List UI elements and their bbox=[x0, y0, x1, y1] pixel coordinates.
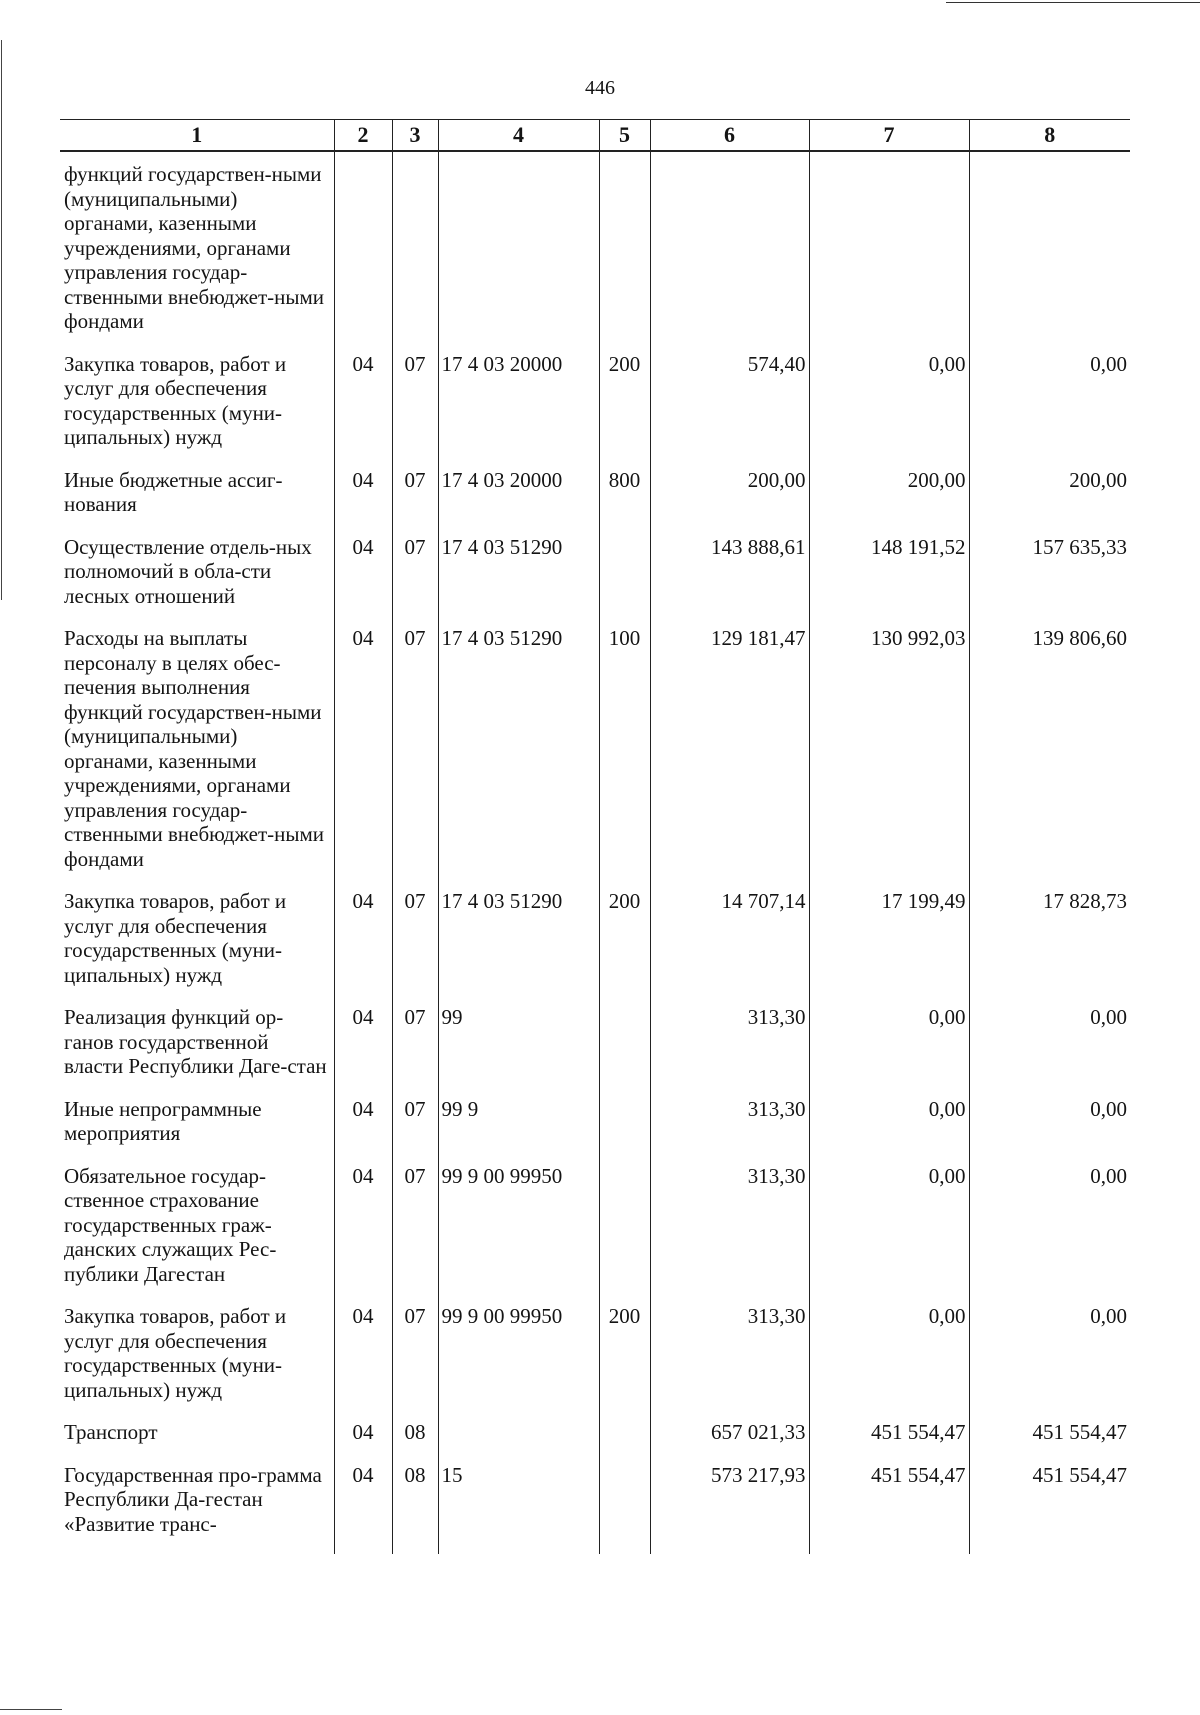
expense-type-cell: 200 bbox=[599, 889, 650, 1005]
amount-year3-cell: 451 554,47 bbox=[969, 1420, 1130, 1463]
target-article-cell: 17 4 03 20000 bbox=[438, 352, 599, 468]
column-header-3: 3 bbox=[392, 120, 438, 152]
amount-year2-cell: 451 554,47 bbox=[809, 1420, 969, 1463]
section-code-cell: 04 bbox=[334, 535, 392, 627]
column-header-5: 5 bbox=[599, 120, 650, 152]
section-code-cell: 04 bbox=[334, 626, 392, 889]
amount-year1-cell: 574,40 bbox=[650, 352, 809, 468]
table-header-row bbox=[60, 120, 1130, 152]
table-row bbox=[60, 352, 1130, 468]
row-description-cell: Закупка товаров, работ и услуг для обеспечения государственных (муни-ципальных) нужд bbox=[64, 1304, 287, 1402]
amount-year2-cell: 0,00 bbox=[809, 1304, 969, 1420]
table-row bbox=[60, 535, 1130, 627]
table-row bbox=[60, 1164, 1130, 1305]
target-article-cell: 17 4 03 51290 bbox=[438, 626, 599, 889]
target-article-cell: 99 9 00 99950 bbox=[438, 1304, 599, 1420]
amount-year1-cell: 313,30 bbox=[650, 1304, 809, 1420]
expense-type-cell: 800 bbox=[599, 468, 650, 535]
amount-year3-cell: 17 828,73 bbox=[969, 889, 1130, 1005]
table-row bbox=[60, 626, 1130, 889]
amount-year3-cell: 200,00 bbox=[969, 468, 1130, 535]
section-code-cell: 04 bbox=[334, 1164, 392, 1305]
section-code-cell: 04 bbox=[334, 1005, 392, 1097]
column-header-7: 7 bbox=[809, 120, 969, 152]
subsection-code-cell: 07 bbox=[392, 1164, 438, 1305]
table-row bbox=[60, 1304, 1130, 1420]
amount-year1-cell: 200,00 bbox=[650, 468, 809, 535]
target-article-cell: 17 4 03 20000 bbox=[438, 468, 599, 535]
expense-type-cell: 200 bbox=[599, 352, 650, 468]
target-article-cell: 17 4 03 51290 bbox=[438, 535, 599, 627]
expense-type-cell: 200 bbox=[599, 1304, 650, 1420]
subsection-code-cell: 07 bbox=[392, 1005, 438, 1097]
amount-year3-cell: 157 635,33 bbox=[969, 535, 1130, 627]
amount-year2-cell: 0,00 bbox=[809, 352, 969, 468]
column-header-1: 1 bbox=[60, 120, 334, 152]
row-description-cell: Расходы на выплаты персоналу в целях обес-печения выполнения функций государствен-ными (муниципальными) органами, казенными учреждениями, органами управления государ-ственными внебюджет-ными фондами bbox=[64, 626, 325, 871]
amount-year3-cell: 0,00 bbox=[969, 1097, 1130, 1164]
section-code-cell: 04 bbox=[334, 468, 392, 535]
table-body bbox=[60, 151, 1130, 1554]
expense-type-cell bbox=[599, 1463, 650, 1555]
table-row bbox=[60, 1005, 1130, 1097]
section-code-cell: 04 bbox=[334, 1420, 392, 1463]
expense-type-cell bbox=[599, 151, 650, 352]
amount-year1-cell: 573 217,93 bbox=[650, 1463, 809, 1555]
table-row bbox=[60, 1097, 1130, 1164]
amount-year1-cell bbox=[650, 151, 809, 352]
amount-year1-cell: 129 181,47 bbox=[650, 626, 809, 889]
section-code-cell: 04 bbox=[334, 1463, 392, 1555]
expense-type-cell: 100 bbox=[599, 626, 650, 889]
table-row bbox=[60, 468, 1130, 535]
subsection-code-cell: 08 bbox=[392, 1420, 438, 1463]
amount-year2-cell: 130 992,03 bbox=[809, 626, 969, 889]
row-description-cell: Иные непрограммные мероприятия bbox=[64, 1096, 262, 1145]
amount-year1-cell: 657 021,33 bbox=[650, 1420, 809, 1463]
column-header-2: 2 bbox=[334, 120, 392, 152]
column-header-6: 6 bbox=[650, 120, 809, 152]
section-code-cell: 04 bbox=[334, 1304, 392, 1420]
amount-year2-cell bbox=[809, 151, 969, 352]
expense-type-cell bbox=[599, 1097, 650, 1164]
amount-year2-cell: 0,00 bbox=[809, 1005, 969, 1097]
row-description-cell: Реализация функций ор-ганов государственной власти Республики Даге-стан bbox=[64, 1005, 327, 1078]
section-code-cell: 04 bbox=[334, 1097, 392, 1164]
amount-year3-cell: 0,00 bbox=[969, 352, 1130, 468]
column-header-4: 4 bbox=[438, 120, 599, 152]
amount-year2-cell: 200,00 bbox=[809, 468, 969, 535]
page-number: 446 bbox=[585, 77, 615, 99]
row-description-cell: Осуществление отдель-ных полномочий в обла-сти лесных отношений bbox=[64, 534, 312, 608]
amount-year2-cell: 0,00 bbox=[809, 1164, 969, 1305]
scan-edge-line-top bbox=[946, 2, 1200, 3]
scan-edge-line-left bbox=[1, 40, 2, 600]
target-article-cell: 99 9 bbox=[438, 1097, 599, 1164]
table-row bbox=[60, 1463, 1130, 1555]
row-description-cell: Иные бюджетные ассиг-нования bbox=[64, 467, 283, 516]
amount-year2-cell: 148 191,52 bbox=[809, 535, 969, 627]
amount-year1-cell: 313,30 bbox=[650, 1097, 809, 1164]
section-code-cell: 04 bbox=[334, 889, 392, 1005]
column-header-8: 8 bbox=[969, 120, 1130, 152]
amount-year1-cell: 313,30 bbox=[650, 1164, 809, 1305]
subsection-code-cell: 07 bbox=[392, 468, 438, 535]
row-description-cell: функций государствен-ными (муниципальными) органами, казенными учреждениями, органами управления государ-ственными внебюджет-ными фондами bbox=[64, 162, 325, 333]
amount-year3-cell: 0,00 bbox=[969, 1005, 1130, 1097]
subsection-code-cell: 07 bbox=[392, 352, 438, 468]
target-article-cell: 15 bbox=[438, 1463, 599, 1555]
subsection-code-cell: 07 bbox=[392, 535, 438, 627]
target-article-cell: 99 bbox=[438, 1005, 599, 1097]
row-description-cell: Обязательное государ-ственное страхование государственных граж-данских служащих Рес-публики Дагестан bbox=[64, 1163, 277, 1286]
amount-year2-cell: 0,00 bbox=[809, 1097, 969, 1164]
target-article-cell bbox=[438, 1420, 599, 1463]
expense-type-cell bbox=[599, 535, 650, 627]
subsection-code-cell bbox=[392, 151, 438, 352]
row-description-cell: Закупка товаров, работ и услуг для обеспечения государственных (муни-ципальных) нужд bbox=[64, 889, 287, 987]
expense-type-cell bbox=[599, 1164, 650, 1305]
row-description-cell: Государственная про-грамма Республики Да-гестан «Развитие транс- bbox=[64, 1462, 322, 1536]
amount-year2-cell: 17 199,49 bbox=[809, 889, 969, 1005]
table-row bbox=[60, 889, 1130, 1005]
subsection-code-cell: 07 bbox=[392, 1304, 438, 1420]
target-article-cell: 17 4 03 51290 bbox=[438, 889, 599, 1005]
amount-year3-cell: 451 554,47 bbox=[969, 1463, 1130, 1555]
section-code-cell bbox=[334, 151, 392, 352]
table-row bbox=[60, 151, 1130, 352]
target-article-cell bbox=[438, 151, 599, 352]
expense-type-cell bbox=[599, 1005, 650, 1097]
subsection-code-cell: 08 bbox=[392, 1463, 438, 1555]
amount-year1-cell: 313,30 bbox=[650, 1005, 809, 1097]
amount-year3-cell: 139 806,60 bbox=[969, 626, 1130, 889]
section-code-cell: 04 bbox=[334, 352, 392, 468]
amount-year1-cell: 14 707,14 bbox=[650, 889, 809, 1005]
budget-table bbox=[60, 119, 1130, 1554]
expense-type-cell bbox=[599, 1420, 650, 1463]
target-article-cell: 99 9 00 99950 bbox=[438, 1164, 599, 1305]
subsection-code-cell: 07 bbox=[392, 626, 438, 889]
scan-edge-line-bottom bbox=[0, 1709, 62, 1710]
table-row bbox=[60, 1420, 1130, 1463]
amount-year3-cell: 0,00 bbox=[969, 1164, 1130, 1305]
row-description-cell: Транспорт bbox=[64, 1420, 158, 1444]
amount-year3-cell bbox=[969, 151, 1130, 352]
subsection-code-cell: 07 bbox=[392, 889, 438, 1005]
row-description-cell: Закупка товаров, работ и услуг для обеспечения государственных (муни-ципальных) нужд bbox=[64, 351, 287, 449]
amount-year2-cell: 451 554,47 bbox=[809, 1463, 969, 1555]
amount-year3-cell: 0,00 bbox=[969, 1304, 1130, 1420]
amount-year1-cell: 143 888,61 bbox=[650, 535, 809, 627]
subsection-code-cell: 07 bbox=[392, 1097, 438, 1164]
